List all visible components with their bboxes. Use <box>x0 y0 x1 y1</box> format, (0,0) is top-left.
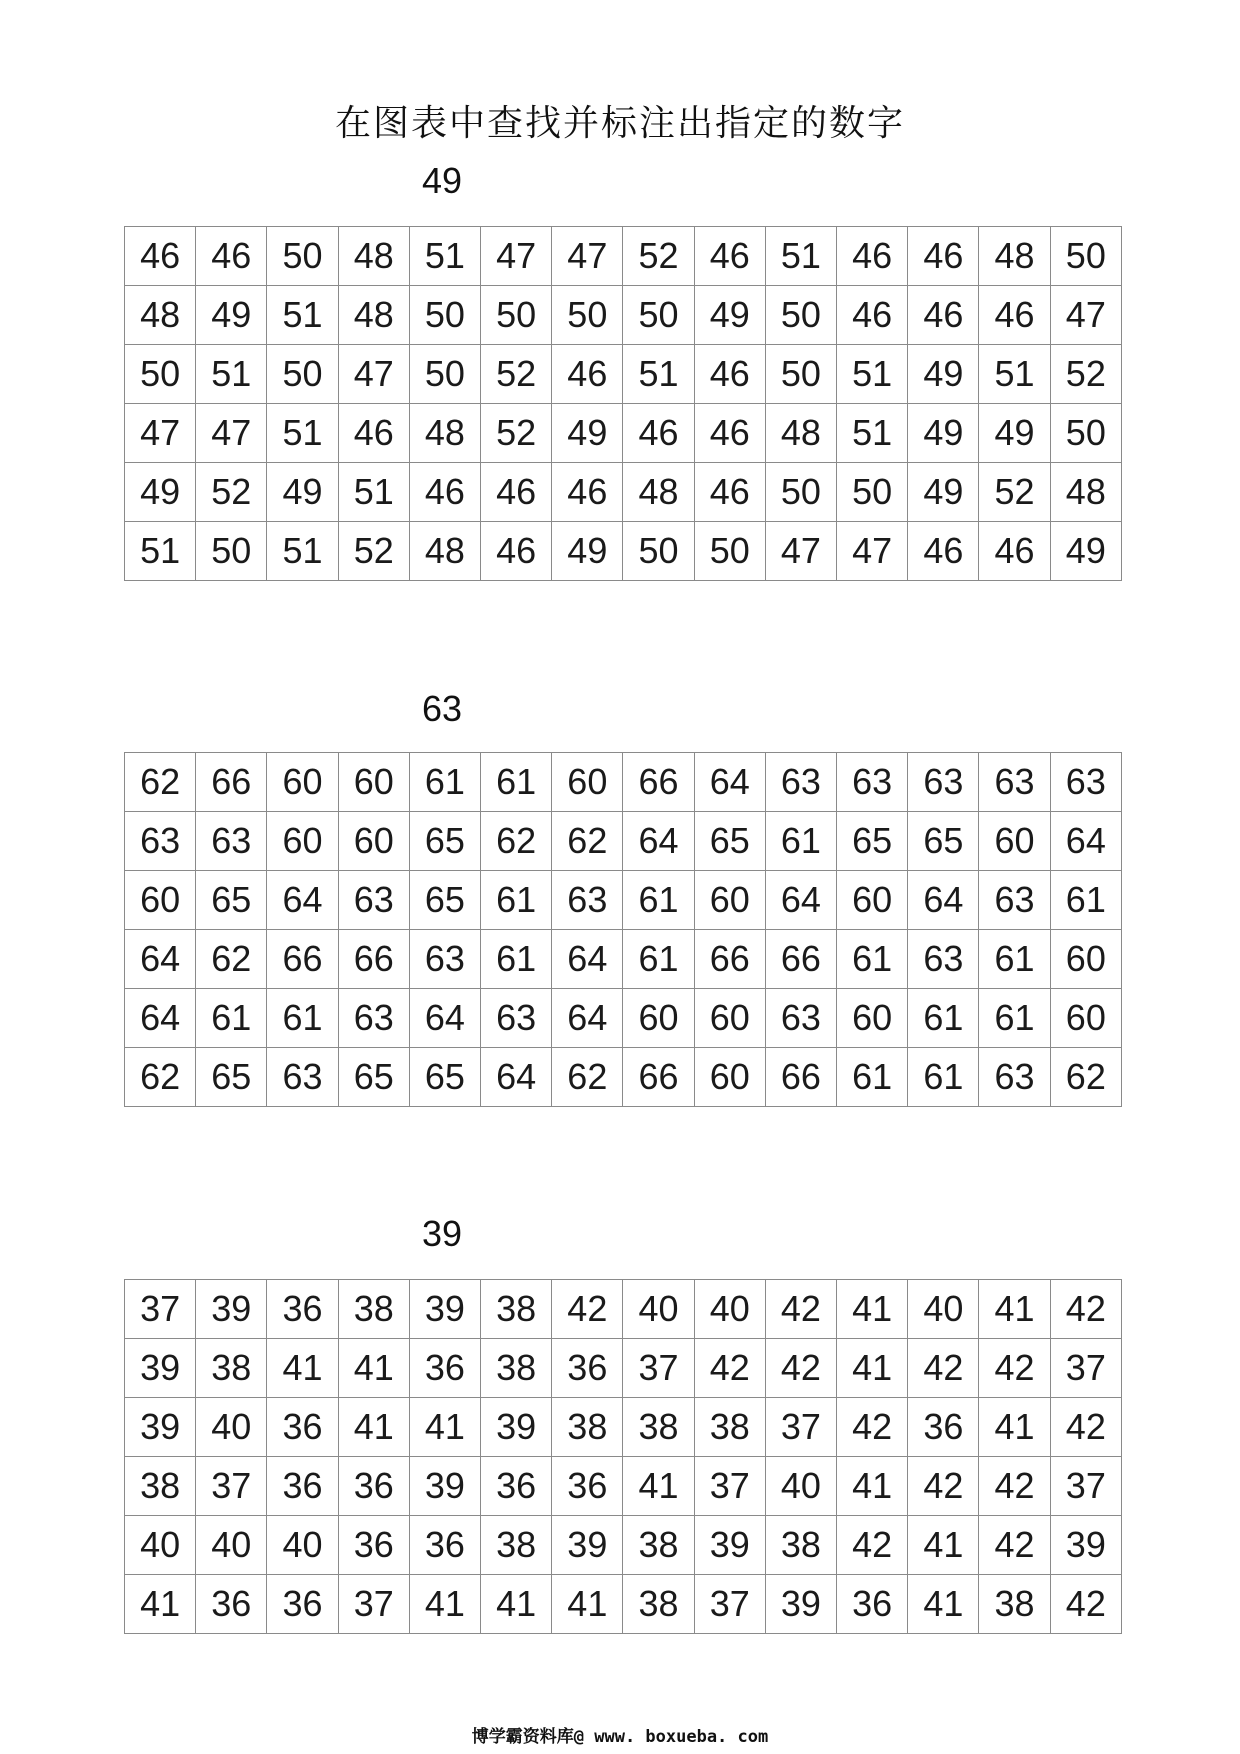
grid-cell[interactable]: 61 <box>481 930 552 989</box>
grid-cell[interactable]: 51 <box>338 463 409 522</box>
target-number: 49 <box>422 160 463 201</box>
grid-cell[interactable]: 36 <box>267 1280 338 1339</box>
grid-cell[interactable]: 40 <box>125 1516 196 1575</box>
grid-cell[interactable]: 46 <box>338 404 409 463</box>
grid-cell[interactable]: 49 <box>908 404 979 463</box>
grid-cell[interactable]: 47 <box>481 227 552 286</box>
grid-cell[interactable]: 64 <box>765 871 836 930</box>
grid-cell[interactable]: 41 <box>623 1457 694 1516</box>
grid-cell[interactable]: 41 <box>837 1457 908 1516</box>
grid-cell[interactable]: 49 <box>694 286 765 345</box>
grid-cell[interactable]: 40 <box>267 1516 338 1575</box>
grid-row <box>125 1048 1122 1107</box>
grid-row <box>125 1398 1122 1457</box>
grid-cell[interactable]: 60 <box>623 989 694 1048</box>
grid-cell[interactable]: 60 <box>837 989 908 1048</box>
grid-cell[interactable]: 39 <box>125 1398 196 1457</box>
grid-cell[interactable]: 51 <box>196 345 267 404</box>
grid-cell[interactable]: 50 <box>694 522 765 581</box>
grid-cell[interactable]: 60 <box>125 871 196 930</box>
grid-cell[interactable]: 39 <box>694 1516 765 1575</box>
grid-cell[interactable]: 66 <box>623 753 694 812</box>
grid-cell[interactable]: 38 <box>552 1398 623 1457</box>
grid-cell[interactable]: 50 <box>125 345 196 404</box>
grid-cell[interactable]: 40 <box>196 1398 267 1457</box>
grid-cell[interactable]: 46 <box>908 522 979 581</box>
grid-cell[interactable]: 41 <box>979 1398 1050 1457</box>
grid-cell[interactable]: 42 <box>1050 1575 1121 1634</box>
grid-cell[interactable]: 64 <box>125 989 196 1048</box>
grid-row <box>125 930 1122 989</box>
grid-cell[interactable]: 63 <box>267 1048 338 1107</box>
target-number: 63 <box>422 688 463 729</box>
grid-cell[interactable]: 52 <box>481 345 552 404</box>
grid-cell[interactable]: 41 <box>409 1575 480 1634</box>
grid-cell[interactable]: 46 <box>694 227 765 286</box>
grid-cell[interactable]: 63 <box>765 753 836 812</box>
grid-cell[interactable]: 64 <box>552 989 623 1048</box>
grid-cell[interactable]: 49 <box>979 404 1050 463</box>
grid-cell[interactable]: 41 <box>267 1339 338 1398</box>
grid-cell[interactable]: 61 <box>837 930 908 989</box>
grid-cell[interactable]: 66 <box>267 930 338 989</box>
grid-cell[interactable]: 46 <box>409 463 480 522</box>
grid-cell[interactable]: 49 <box>1050 522 1121 581</box>
grid-cell[interactable]: 62 <box>481 812 552 871</box>
grid-cell[interactable]: 36 <box>481 1457 552 1516</box>
grid-cell[interactable]: 66 <box>694 930 765 989</box>
grid-cell[interactable]: 38 <box>196 1339 267 1398</box>
grid-cell[interactable]: 61 <box>481 871 552 930</box>
grid-cell[interactable]: 41 <box>481 1575 552 1634</box>
grid-cell[interactable]: 46 <box>908 286 979 345</box>
grid-cell[interactable]: 63 <box>338 989 409 1048</box>
grid-cell[interactable]: 66 <box>623 1048 694 1107</box>
grid-cell[interactable]: 41 <box>552 1575 623 1634</box>
grid-cell[interactable]: 51 <box>623 345 694 404</box>
grid-row <box>125 1280 1122 1339</box>
grid-cell[interactable]: 50 <box>623 286 694 345</box>
grid-cell[interactable]: 60 <box>694 871 765 930</box>
grid-row <box>125 871 1122 930</box>
grid-cell[interactable]: 40 <box>196 1516 267 1575</box>
grid-cell[interactable]: 61 <box>837 1048 908 1107</box>
grid-cell[interactable]: 51 <box>267 522 338 581</box>
grid-cell[interactable]: 60 <box>338 812 409 871</box>
grid-cell[interactable]: 38 <box>623 1516 694 1575</box>
grid-cell[interactable]: 63 <box>837 753 908 812</box>
grid-cell[interactable]: 37 <box>694 1575 765 1634</box>
grid-cell[interactable]: 42 <box>552 1280 623 1339</box>
grid-cell[interactable]: 36 <box>196 1575 267 1634</box>
grid-cell[interactable]: 41 <box>125 1575 196 1634</box>
grid-cell[interactable]: 63 <box>765 989 836 1048</box>
grid-cell[interactable]: 60 <box>552 753 623 812</box>
target-number: 39 <box>422 1213 463 1254</box>
grid-row <box>125 286 1122 345</box>
number-grid <box>124 752 1122 1107</box>
grid-cell[interactable]: 38 <box>338 1280 409 1339</box>
grid-cell[interactable]: 63 <box>196 812 267 871</box>
grid-cell[interactable]: 37 <box>1050 1457 1121 1516</box>
grid-cell[interactable]: 51 <box>765 227 836 286</box>
grid-cell[interactable]: 61 <box>908 1048 979 1107</box>
grid-cell[interactable]: 36 <box>552 1457 623 1516</box>
grid-cell[interactable]: 64 <box>694 753 765 812</box>
grid-cell[interactable]: 66 <box>765 930 836 989</box>
grid-row <box>125 1575 1122 1634</box>
grid-cell[interactable]: 61 <box>908 989 979 1048</box>
grid-cell[interactable]: 65 <box>196 1048 267 1107</box>
grid-cell[interactable]: 39 <box>409 1457 480 1516</box>
grid-cell[interactable]: 52 <box>196 463 267 522</box>
grid-cell[interactable]: 47 <box>1050 286 1121 345</box>
grid-cell[interactable]: 37 <box>338 1575 409 1634</box>
grid-cell[interactable]: 36 <box>552 1339 623 1398</box>
grid-cell[interactable]: 65 <box>908 812 979 871</box>
grid-cell[interactable]: 39 <box>1050 1516 1121 1575</box>
grid-cell[interactable]: 40 <box>765 1457 836 1516</box>
grid-cell[interactable]: 36 <box>837 1575 908 1634</box>
grid-cell[interactable]: 39 <box>765 1575 836 1634</box>
grid-cell[interactable]: 66 <box>196 753 267 812</box>
grid-cell[interactable]: 48 <box>1050 463 1121 522</box>
grid-cell[interactable]: 61 <box>481 753 552 812</box>
grid-cell[interactable]: 60 <box>694 1048 765 1107</box>
grid-cell[interactable]: 64 <box>409 989 480 1048</box>
grid-cell[interactable]: 42 <box>1050 1398 1121 1457</box>
grid-cell[interactable]: 47 <box>196 404 267 463</box>
grid-cell[interactable]: 41 <box>908 1575 979 1634</box>
grid-cell[interactable]: 60 <box>694 989 765 1048</box>
grid-cell[interactable]: 39 <box>125 1339 196 1398</box>
grid-cell[interactable]: 61 <box>1050 871 1121 930</box>
grid-cell[interactable]: 50 <box>623 522 694 581</box>
grid-cell[interactable]: 46 <box>125 227 196 286</box>
grid-cell[interactable]: 41 <box>837 1280 908 1339</box>
grid-cell[interactable]: 36 <box>267 1398 338 1457</box>
grid-cell[interactable]: 39 <box>409 1280 480 1339</box>
grid-cell[interactable]: 36 <box>267 1575 338 1634</box>
grid-cell[interactable]: 52 <box>979 463 1050 522</box>
grid-cell[interactable]: 42 <box>908 1457 979 1516</box>
grid-cell[interactable]: 63 <box>338 871 409 930</box>
grid-cell[interactable]: 65 <box>694 812 765 871</box>
grid-cell[interactable]: 51 <box>979 345 1050 404</box>
grid-cell[interactable]: 62 <box>125 753 196 812</box>
grid-cell[interactable]: 64 <box>125 930 196 989</box>
grid-cell[interactable]: 42 <box>908 1339 979 1398</box>
grid-cell[interactable]: 62 <box>196 930 267 989</box>
grid-cell[interactable]: 46 <box>837 286 908 345</box>
grid-cell[interactable]: 52 <box>623 227 694 286</box>
grid-cell[interactable]: 37 <box>694 1457 765 1516</box>
grid-cell[interactable]: 50 <box>837 463 908 522</box>
grid-cell[interactable]: 60 <box>267 812 338 871</box>
grid-cell[interactable]: 38 <box>623 1398 694 1457</box>
grid-cell[interactable]: 48 <box>338 286 409 345</box>
grid-cell[interactable]: 37 <box>765 1398 836 1457</box>
grid-cell[interactable]: 61 <box>409 753 480 812</box>
grid-cell[interactable]: 66 <box>765 1048 836 1107</box>
grid-row <box>125 463 1122 522</box>
grid-cell[interactable]: 49 <box>908 345 979 404</box>
grid-cell[interactable]: 46 <box>908 227 979 286</box>
grid-cell[interactable]: 36 <box>267 1457 338 1516</box>
grid-cell[interactable]: 49 <box>552 522 623 581</box>
grid-cell[interactable]: 61 <box>623 930 694 989</box>
grid-cell[interactable]: 41 <box>338 1339 409 1398</box>
grid-cell[interactable]: 37 <box>125 1280 196 1339</box>
grid-cell[interactable]: 62 <box>125 1048 196 1107</box>
grid-cell[interactable]: 47 <box>765 522 836 581</box>
grid-cell[interactable]: 40 <box>623 1280 694 1339</box>
grid-cell[interactable]: 46 <box>481 522 552 581</box>
grid-cell[interactable]: 46 <box>552 463 623 522</box>
grid-cell[interactable]: 41 <box>979 1280 1050 1339</box>
grid-cell[interactable]: 49 <box>552 404 623 463</box>
grid-cell[interactable]: 48 <box>623 463 694 522</box>
grid-cell[interactable]: 50 <box>1050 404 1121 463</box>
grid-cell[interactable]: 51 <box>267 404 338 463</box>
grid-cell[interactable]: 47 <box>338 345 409 404</box>
grid-cell[interactable]: 60 <box>1050 930 1121 989</box>
number-grid <box>124 1279 1122 1634</box>
grid-cell[interactable]: 50 <box>1050 227 1121 286</box>
grid-cell[interactable]: 42 <box>837 1516 908 1575</box>
grid-cell[interactable]: 60 <box>1050 989 1121 1048</box>
grid-cell[interactable]: 63 <box>908 753 979 812</box>
grid-cell[interactable]: 51 <box>837 345 908 404</box>
grid-cell[interactable]: 50 <box>196 522 267 581</box>
grid-cell[interactable]: 64 <box>1050 812 1121 871</box>
grid-cell[interactable]: 64 <box>623 812 694 871</box>
grid-cell[interactable]: 64 <box>267 871 338 930</box>
grid-cell[interactable]: 48 <box>409 404 480 463</box>
grid-cell[interactable]: 38 <box>979 1575 1050 1634</box>
grid-cell[interactable]: 64 <box>908 871 979 930</box>
grid-cell[interactable]: 46 <box>979 286 1050 345</box>
grid-cell[interactable]: 46 <box>552 345 623 404</box>
grid-row <box>125 753 1122 812</box>
grid-cell[interactable]: 36 <box>409 1516 480 1575</box>
grid-cell[interactable]: 63 <box>1050 753 1121 812</box>
grid-row <box>125 989 1122 1048</box>
grid-cell[interactable]: 50 <box>765 345 836 404</box>
grid-cell[interactable]: 46 <box>694 345 765 404</box>
grid-cell[interactable]: 39 <box>552 1516 623 1575</box>
grid-cell[interactable]: 42 <box>979 1516 1050 1575</box>
grid-cell[interactable]: 48 <box>338 227 409 286</box>
grid-cell[interactable]: 61 <box>267 989 338 1048</box>
grid-cell[interactable]: 38 <box>481 1516 552 1575</box>
grid-cell[interactable]: 37 <box>623 1339 694 1398</box>
grid-cell[interactable]: 46 <box>694 463 765 522</box>
grid-cell[interactable]: 62 <box>552 1048 623 1107</box>
grid-cell[interactable]: 52 <box>481 404 552 463</box>
grid-cell[interactable]: 50 <box>409 345 480 404</box>
grid-row <box>125 345 1122 404</box>
grid-row <box>125 1516 1122 1575</box>
grid-cell[interactable]: 50 <box>765 286 836 345</box>
number-grid <box>124 226 1122 581</box>
grid-cell[interactable]: 47 <box>552 227 623 286</box>
grid-cell[interactable]: 36 <box>409 1339 480 1398</box>
grid-cell[interactable]: 38 <box>125 1457 196 1516</box>
grid-cell[interactable]: 41 <box>409 1398 480 1457</box>
grid-cell[interactable]: 60 <box>979 812 1050 871</box>
grid-cell[interactable]: 62 <box>1050 1048 1121 1107</box>
grid-cell[interactable]: 48 <box>409 522 480 581</box>
grid-cell[interactable]: 46 <box>694 404 765 463</box>
grid-cell[interactable]: 50 <box>765 463 836 522</box>
grid-cell[interactable]: 40 <box>908 1280 979 1339</box>
grid-cell[interactable]: 50 <box>409 286 480 345</box>
grid-cell[interactable]: 42 <box>1050 1280 1121 1339</box>
grid-cell[interactable]: 38 <box>765 1516 836 1575</box>
grid-cell[interactable]: 48 <box>979 227 1050 286</box>
grid-cell[interactable]: 65 <box>409 812 480 871</box>
grid-cell[interactable]: 49 <box>267 463 338 522</box>
grid-cell[interactable]: 41 <box>837 1339 908 1398</box>
grid-cell[interactable]: 63 <box>979 871 1050 930</box>
grid-cell[interactable]: 38 <box>481 1339 552 1398</box>
grid-cell[interactable]: 48 <box>125 286 196 345</box>
grid-cell[interactable]: 63 <box>979 753 1050 812</box>
grid-cell[interactable]: 46 <box>837 227 908 286</box>
grid-cell[interactable]: 51 <box>125 522 196 581</box>
grid-cell[interactable]: 36 <box>908 1398 979 1457</box>
grid-cell[interactable]: 63 <box>552 871 623 930</box>
grid-cell[interactable]: 49 <box>125 463 196 522</box>
grid-cell[interactable]: 47 <box>837 522 908 581</box>
grid-cell[interactable]: 65 <box>196 871 267 930</box>
grid-cell[interactable]: 38 <box>481 1280 552 1339</box>
grid-cell[interactable]: 63 <box>409 930 480 989</box>
grid-cell[interactable]: 42 <box>765 1339 836 1398</box>
grid-cell[interactable]: 61 <box>979 930 1050 989</box>
grid-cell[interactable]: 63 <box>979 1048 1050 1107</box>
grid-cell[interactable]: 50 <box>267 345 338 404</box>
grid-cell[interactable]: 46 <box>623 404 694 463</box>
grid-cell[interactable]: 42 <box>979 1457 1050 1516</box>
grid-row <box>125 522 1122 581</box>
grid-cell[interactable]: 37 <box>1050 1339 1121 1398</box>
grid-cell[interactable]: 64 <box>552 930 623 989</box>
grid-cell[interactable]: 36 <box>338 1457 409 1516</box>
grid-cell[interactable]: 42 <box>694 1339 765 1398</box>
grid-cell[interactable]: 48 <box>765 404 836 463</box>
grid-cell[interactable]: 50 <box>552 286 623 345</box>
grid-cell[interactable]: 52 <box>338 522 409 581</box>
grid-cell[interactable]: 65 <box>409 1048 480 1107</box>
grid-cell[interactable]: 36 <box>338 1516 409 1575</box>
grid-cell[interactable]: 65 <box>409 871 480 930</box>
grid-cell[interactable]: 51 <box>837 404 908 463</box>
page-title: 在图表中查找并标注出指定的数字 <box>334 103 905 144</box>
grid-cell[interactable]: 60 <box>837 871 908 930</box>
grid-cell[interactable]: 51 <box>267 286 338 345</box>
grid-cell[interactable]: 51 <box>409 227 480 286</box>
footer-watermark: 博学霸资料库@ www. boxueba. com <box>471 1727 769 1747</box>
grid-cell[interactable]: 46 <box>196 227 267 286</box>
grid-cell[interactable]: 66 <box>338 930 409 989</box>
grid-cell[interactable]: 50 <box>267 227 338 286</box>
grid-cell[interactable]: 64 <box>481 1048 552 1107</box>
grid-row <box>125 1457 1122 1516</box>
grid-cell[interactable]: 47 <box>125 404 196 463</box>
grid-cell[interactable]: 39 <box>196 1280 267 1339</box>
grid-cell[interactable]: 38 <box>623 1575 694 1634</box>
grid-cell[interactable]: 46 <box>979 522 1050 581</box>
grid-cell[interactable]: 63 <box>481 989 552 1048</box>
grid-cell[interactable]: 60 <box>338 753 409 812</box>
grid-cell[interactable]: 41 <box>338 1398 409 1457</box>
grid-cell[interactable]: 61 <box>765 812 836 871</box>
grid-cell[interactable]: 52 <box>1050 345 1121 404</box>
grid-cell[interactable]: 61 <box>623 871 694 930</box>
grid-cell[interactable]: 60 <box>267 753 338 812</box>
grid-cell[interactable]: 40 <box>694 1280 765 1339</box>
grid-cell[interactable]: 65 <box>837 812 908 871</box>
grid-row <box>125 227 1122 286</box>
grid-cell[interactable]: 42 <box>979 1339 1050 1398</box>
grid-cell[interactable]: 65 <box>338 1048 409 1107</box>
grid-cell[interactable]: 38 <box>694 1398 765 1457</box>
grid-cell[interactable]: 63 <box>908 930 979 989</box>
grid-cell[interactable]: 63 <box>125 812 196 871</box>
grid-cell[interactable]: 61 <box>196 989 267 1048</box>
grid-cell[interactable]: 42 <box>765 1280 836 1339</box>
grid-row <box>125 1339 1122 1398</box>
grid-cell[interactable]: 50 <box>481 286 552 345</box>
grid-row <box>125 812 1122 871</box>
grid-cell[interactable]: 62 <box>552 812 623 871</box>
grid-cell[interactable]: 41 <box>908 1516 979 1575</box>
grid-row <box>125 404 1122 463</box>
grid-cell[interactable]: 49 <box>196 286 267 345</box>
grid-cell[interactable]: 49 <box>908 463 979 522</box>
grid-cell[interactable]: 42 <box>837 1398 908 1457</box>
grid-cell[interactable]: 39 <box>481 1398 552 1457</box>
grid-cell[interactable]: 61 <box>979 989 1050 1048</box>
grid-cell[interactable]: 37 <box>196 1457 267 1516</box>
grid-cell[interactable]: 46 <box>481 463 552 522</box>
